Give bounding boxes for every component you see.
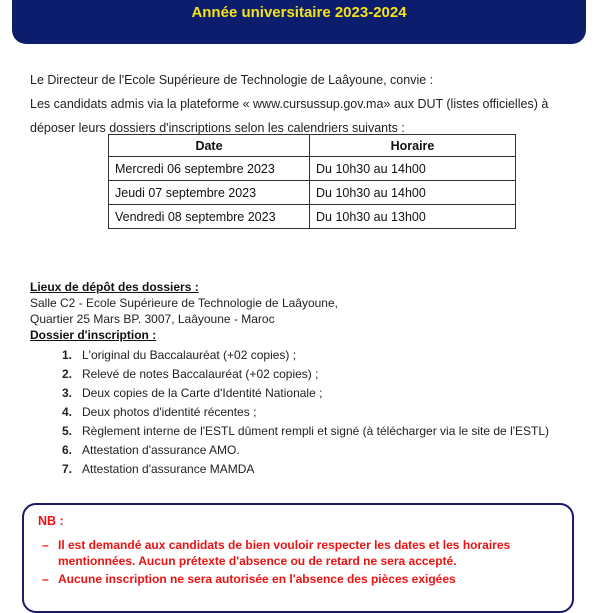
calendar-table xyxy=(108,134,516,229)
nb-item xyxy=(42,571,456,587)
item-text: Attestation d'assurance MAMDA xyxy=(82,462,255,476)
list-item xyxy=(62,460,549,479)
table-row xyxy=(109,205,516,229)
intro-line: Le Directeur de l'Ecole Supérieure de Technologie de Laâyoune, convie : xyxy=(30,73,434,87)
intro-text xyxy=(30,68,578,140)
item-text: Relevé de notes Baccalauréat (+02 copies) ; xyxy=(82,367,319,381)
required-documents-list xyxy=(62,346,549,479)
header-banner xyxy=(12,0,586,44)
academic-year: Année universitaire 2023-2024 xyxy=(191,4,407,21)
item-number: 4. xyxy=(62,405,73,419)
time-cell: Du 10h30 au 13h00 xyxy=(310,205,516,229)
table-row xyxy=(109,181,516,205)
list-item xyxy=(62,403,549,422)
time-cell: Du 10h30 au 14h00 xyxy=(310,181,516,205)
date-cell: Mercredi 06 septembre 2023 xyxy=(109,157,310,181)
column-header-date: Date xyxy=(109,135,310,157)
item-number: 1. xyxy=(62,348,73,362)
list-item xyxy=(62,384,549,403)
nb-item xyxy=(42,537,511,569)
item-number: 2. xyxy=(62,367,73,381)
deposit-address-line: Quartier 25 Mars BP. 3007, Laâyoune - Maroc xyxy=(30,312,275,326)
table-header-row xyxy=(109,135,516,157)
item-text: Deux photos d'identité récentes ; xyxy=(82,405,257,419)
item-text: Attestation d'assurance AMO. xyxy=(82,443,240,457)
intro-line: Les candidats admis via la plateforme « www.cursussup.gov.ma» aux DUT (listes officielles) à xyxy=(30,97,549,111)
item-number: 5. xyxy=(62,424,73,438)
item-text: Deux copies de la Carte d'Identité Nationale ; xyxy=(82,386,323,400)
list-item xyxy=(62,346,549,365)
item-number: 3. xyxy=(62,386,73,400)
deposit-location-heading: Lieux de dépôt des dossiers : xyxy=(30,280,199,294)
item-text: L'original du Baccalauréat (+02 copies) ; xyxy=(82,348,297,362)
list-item xyxy=(62,422,549,441)
nb-item-line: mentionnées. Aucun prétexte d'absence ou de retard ne sera accepté. xyxy=(58,554,457,568)
list-item xyxy=(62,365,549,384)
nb-notice-box xyxy=(22,503,574,613)
deposit-location xyxy=(30,279,338,343)
item-number: 7. xyxy=(62,462,73,476)
nb-item-line: Aucune inscription ne sera autorisée en l'absence des pièces exigées xyxy=(58,572,456,586)
list-item xyxy=(62,441,549,460)
nb-title: NB : xyxy=(38,514,64,528)
dash-bullet-icon: – xyxy=(42,538,49,552)
deposit-address-line: Salle C2 - Ecole Supérieure de Technologie de Laâyoune, xyxy=(30,296,338,310)
item-text: Règlement interne de l'ESTL dûment rempli et signé (à télécharger via le site de l'ESTL) xyxy=(82,424,550,438)
intro-line: déposer leurs dossiers d'inscriptions selon les calendriers suivants : xyxy=(30,121,405,135)
date-cell: Jeudi 07 septembre 2023 xyxy=(109,181,310,205)
time-cell: Du 10h30 au 14h00 xyxy=(310,157,516,181)
nb-item-line: Il est demandé aux candidats de bien vouloir respecter les dates et les horaires xyxy=(58,538,511,552)
item-number: 6. xyxy=(62,443,73,457)
dash-bullet-icon: – xyxy=(42,572,49,586)
table-row xyxy=(109,157,516,181)
dossier-heading: Dossier d'inscription : xyxy=(30,328,157,342)
column-header-horaire: Horaire xyxy=(310,135,516,157)
date-cell: Vendredi 08 septembre 2023 xyxy=(109,205,310,229)
